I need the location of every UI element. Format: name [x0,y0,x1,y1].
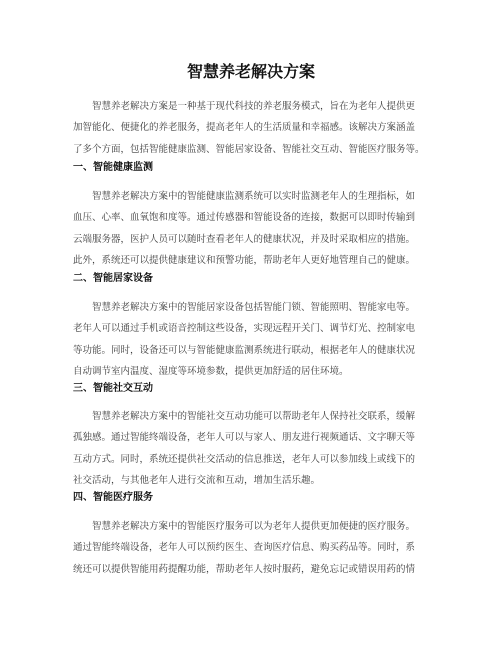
text-line: 老年人可以通过手机或语音控制这些设备，实现远程开关门、调节灯光、控制家电 [73,323,416,335]
section-heading-medical-service: 四、智能医疗服务 [73,492,153,503]
intro-paragraph [73,96,438,160]
text-line: 孤独感。通过智能终端设备，老年人可以与家人、朋友进行视频通话、文字聊天等 [73,432,416,444]
text-line: 血压、心率、血氧饱和度等。通过传感器和智能设备的连接，数据可以即时传输到 [73,212,416,224]
section-paragraph-social-interaction [73,406,438,491]
text-line: 智慧养老解决方案中的智能医疗服务可以为老年人提供更加便捷的医疗服务。 [92,521,416,532]
text-line: 通过智能终端设备，老年人可以预约医生、查询医疗信息、购买药品等。同时，系 [73,542,416,554]
text-line: 此外，系统还可以提供健康建议和预警功能，帮助老年人更好地管理自己的健康。 [73,254,416,266]
text-line: 云端服务器，医护人员可以随时查看老年人的健康状况，并及时采取相应的措施。 [73,233,416,245]
text-line: 加智能化、便捷化的养老服务，提高老年人的生活质量和幸福感。该解决方案涵盖 [73,122,416,134]
text-line: 智慧养老解决方案中的智能社交互动功能可以帮助老年人保持社交联系，缓解 [92,411,416,422]
section-heading-health-monitoring: 一、智能健康监测 [73,162,153,173]
section-heading-smart-home: 二、智能居家设备 [73,273,153,284]
section-heading-social-interaction: 三、智能社交互动 [73,383,153,394]
text-line: 智慧养老解决方案是一种基于现代科技的养老服务模式，旨在为老年人提供更 [92,101,416,112]
text-line: 了多个方面，包括智能健康监测、智能居家设备、智能社交互动、智能医疗服务等。 [73,143,425,155]
text-line: 统还可以提供智能用药提醒功能，帮助老年人按时服药，避免忘记或错误用药的情 [73,563,416,575]
text-line: 智慧养老解决方案中的智能居家设备包括智能门锁、智能照明、智能家电等。 [92,302,416,313]
text-line: 等功能。同时，设备还可以与智能健康监测系统进行联动，根据老年人的健康状况 [73,344,416,356]
text-line: 互动方式。同时，系统还提供社交活动的信息推送，老年人可以参加线上或线下的 [73,453,416,465]
text-line: 社交活动，与其他老年人进行交流和互动，增加生活乐趣。 [73,474,321,486]
document-title: 智慧养老解决方案 [186,62,315,81]
text-line: 自动调节室内温度、湿度等环境参数，提供更加舒适的居住环境。 [73,365,349,377]
text-line: 智慧养老解决方案中的智能健康监测系统可以实时监测老年人的生理指标，如 [92,191,416,202]
section-paragraph-smart-home [73,297,438,382]
section-paragraph-health-monitoring [73,186,438,271]
section-paragraph-medical-service [73,516,438,580]
